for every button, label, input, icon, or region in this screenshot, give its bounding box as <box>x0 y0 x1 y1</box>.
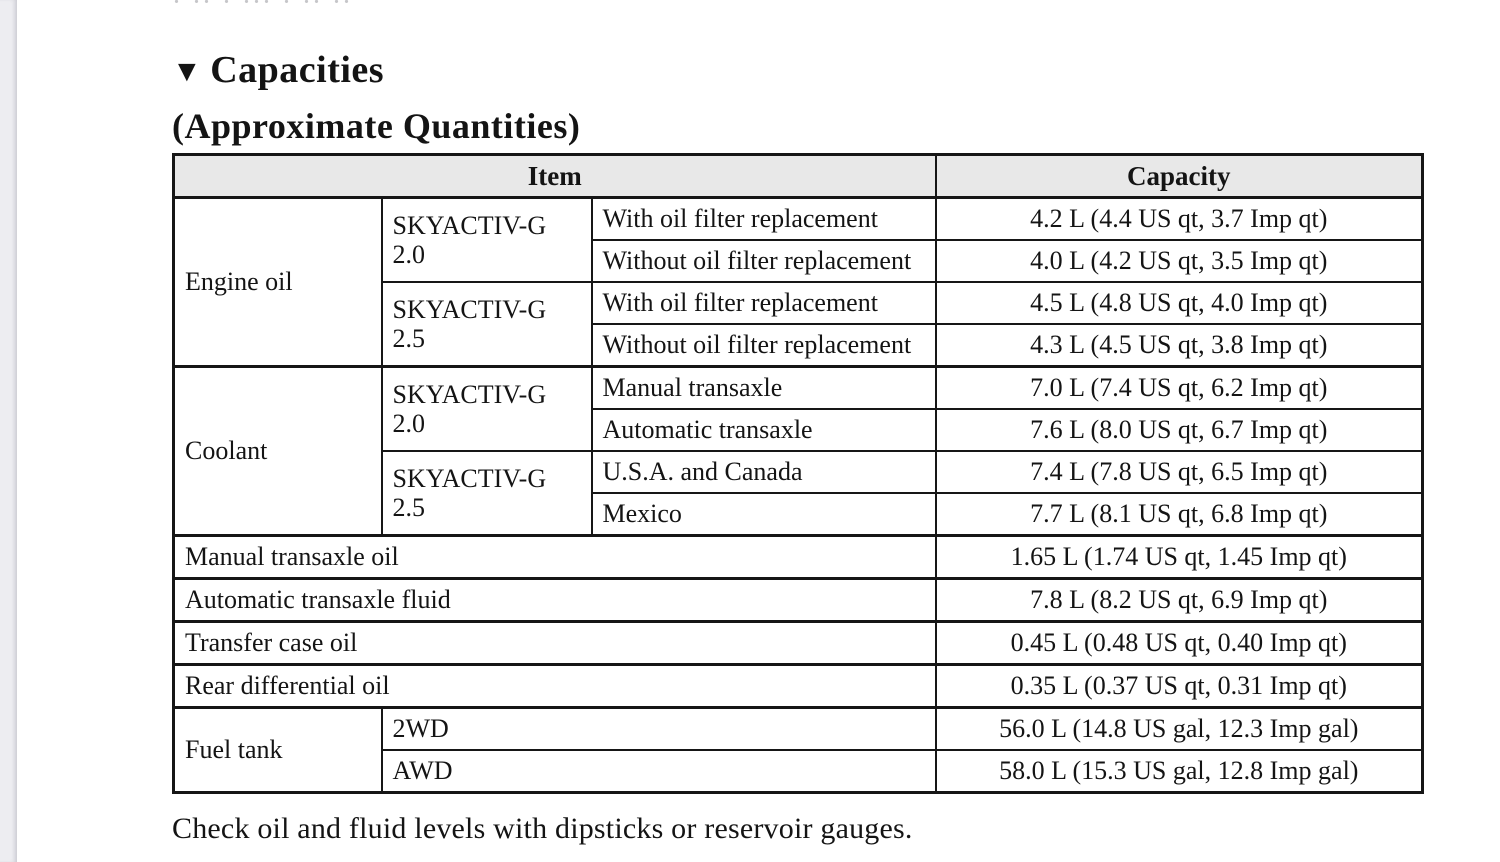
cell-variant: With oil filter replacement <box>592 198 936 241</box>
table-row <box>174 536 1423 579</box>
cell-skyactiv-g-25-engine: SKYACTIV-G 2.5 <box>382 282 592 367</box>
subsection-title: (Approximate Quantities) <box>172 105 581 146</box>
capacity-value: 56.0 L (14.8 US gal, 12.3 Imp gal) <box>936 708 1423 751</box>
col-header-capacity: Capacity <box>936 155 1423 198</box>
footer-note: Check oil and fluid levels with dipsticks or reservoir gauges. <box>172 812 913 846</box>
cell-engine-oil: Engine oil <box>174 198 382 367</box>
cell-skyactiv-g-20-engine: SKYACTIV-G 2.0 <box>382 198 592 283</box>
capacity-value: 7.0 L (7.4 US qt, 6.2 Imp qt) <box>936 367 1423 410</box>
cell-transfer-case-oil: Transfer case oil <box>174 622 936 665</box>
capacity-value: 1.65 L (1.74 US qt, 1.45 Imp qt) <box>936 536 1423 579</box>
table-row <box>174 665 1423 708</box>
capacity-value: 4.0 L (4.2 US qt, 3.5 Imp qt) <box>936 240 1423 282</box>
page-left-gutter <box>0 0 17 862</box>
table-row <box>174 622 1423 665</box>
capacity-value: 4.3 L (4.5 US qt, 3.8 Imp qt) <box>936 324 1423 367</box>
section-title-text: Capacities <box>210 49 385 91</box>
cell-skyactiv-g-25-coolant: SKYACTIV-G 2.5 <box>382 451 592 536</box>
capacities-table <box>172 153 1424 794</box>
section-title <box>172 0 1424 92</box>
cell-variant: Mexico <box>592 493 936 536</box>
cell-coolant: Coolant <box>174 367 382 536</box>
cell-2wd: 2WD <box>382 708 936 751</box>
capacity-value: 4.5 L (4.8 US qt, 4.0 Imp qt) <box>936 282 1423 324</box>
section-marker-icon: ▼ <box>172 54 203 88</box>
table-row <box>174 579 1423 622</box>
cell-variant: Automatic transaxle <box>592 409 936 451</box>
capacity-value: 0.35 L (0.37 US qt, 0.31 Imp qt) <box>936 665 1423 708</box>
cell-skyactiv-g-20-coolant: SKYACTIV-G 2.0 <box>382 367 592 452</box>
capacity-value: 7.6 L (8.0 US qt, 6.7 Imp qt) <box>936 409 1423 451</box>
cell-variant: With oil filter replacement <box>592 282 936 324</box>
capacity-value: 0.45 L (0.48 US qt, 0.40 Imp qt) <box>936 622 1423 665</box>
table-header-row <box>174 155 1423 198</box>
col-header-item: Item <box>174 155 936 198</box>
cell-variant: Manual transaxle <box>592 367 936 410</box>
capacity-value: 4.2 L (4.4 US qt, 3.7 Imp qt) <box>936 198 1423 241</box>
cell-automatic-transaxle-fluid: Automatic transaxle fluid <box>174 579 936 622</box>
cell-manual-transaxle-oil: Manual transaxle oil <box>174 536 936 579</box>
cell-rear-differential-oil: Rear differential oil <box>174 665 936 708</box>
cell-variant: U.S.A. and Canada <box>592 451 936 493</box>
table-row <box>174 198 1423 241</box>
table-row <box>174 367 1423 410</box>
cell-fuel-tank: Fuel tank <box>174 708 382 793</box>
table-row <box>174 708 1423 751</box>
cell-variant: Without oil filter replacement <box>592 324 936 367</box>
capacity-value: 58.0 L (15.3 US gal, 12.8 Imp gal) <box>936 750 1423 793</box>
capacity-value: 7.4 L (7.8 US qt, 6.5 Imp qt) <box>936 451 1423 493</box>
capacity-value: 7.8 L (8.2 US qt, 6.9 Imp qt) <box>936 579 1423 622</box>
cell-awd: AWD <box>382 750 936 793</box>
cell-variant: Without oil filter replacement <box>592 240 936 282</box>
manual-page <box>172 0 1424 847</box>
capacity-value: 7.7 L (8.1 US qt, 6.8 Imp qt) <box>936 493 1423 536</box>
